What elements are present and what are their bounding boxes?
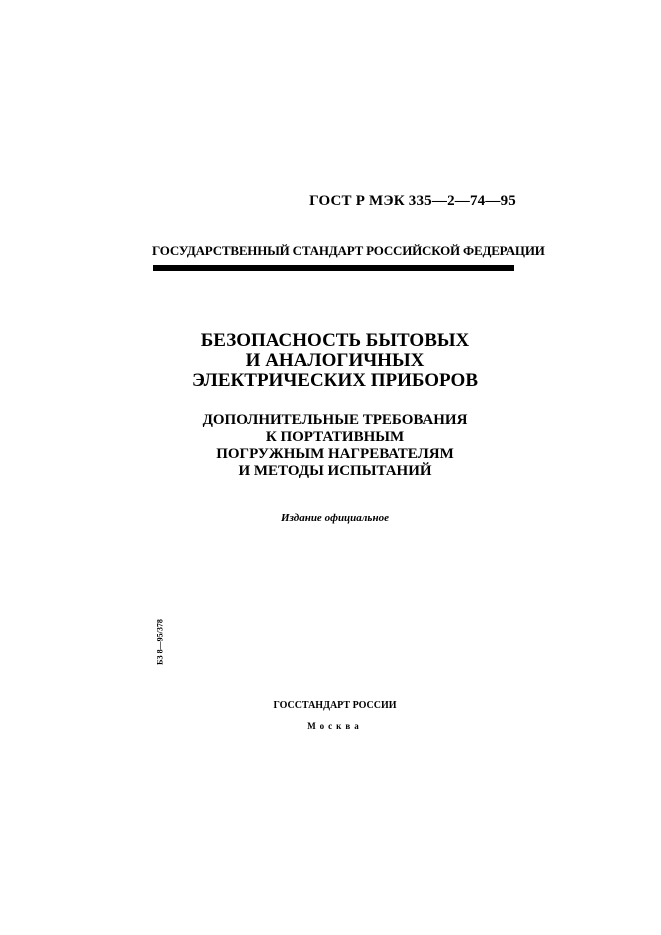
standard-code: ГОСТ Р МЭК 335—2—74—95 [309, 193, 516, 209]
main-title-line: ЭЛЕКТРИЧЕСКИХ ПРИБОРОВ [191, 370, 479, 391]
main-title-line: И АНАЛОГИЧНЫХ [245, 350, 425, 371]
publisher-name: ГОССТАНДАРТ РОССИИ [273, 700, 397, 711]
main-title-line: БЕЗОПАСНОСТЬ БЫТОВЫХ [200, 330, 470, 351]
subtitle-line: ДОПОЛНИТЕЛЬНЫЕ ТРЕБОВАНИЯ [202, 412, 468, 428]
publisher-city: Москва [307, 721, 363, 731]
side-catalog-code: БЗ 8—95/378 [155, 619, 165, 665]
subtitle-line: ПОГРУЖНЫМ НАГРЕВАТЕЛЯМ [216, 446, 454, 462]
organization-title: ГОСУДАРСТВЕННЫЙ СТАНДАРТ РОССИЙСКОЙ ФЕДЕРАЦИИ [152, 243, 545, 258]
subtitle-line: К ПОРТАТИВНЫМ [265, 429, 405, 445]
subtitle-line: И МЕТОДЫ ИСПЫТАНИЙ [238, 463, 432, 479]
subtitle [120, 412, 550, 480]
edition-label: Издание официальное [281, 512, 389, 524]
main-title [120, 331, 550, 391]
title-rule [153, 265, 514, 271]
